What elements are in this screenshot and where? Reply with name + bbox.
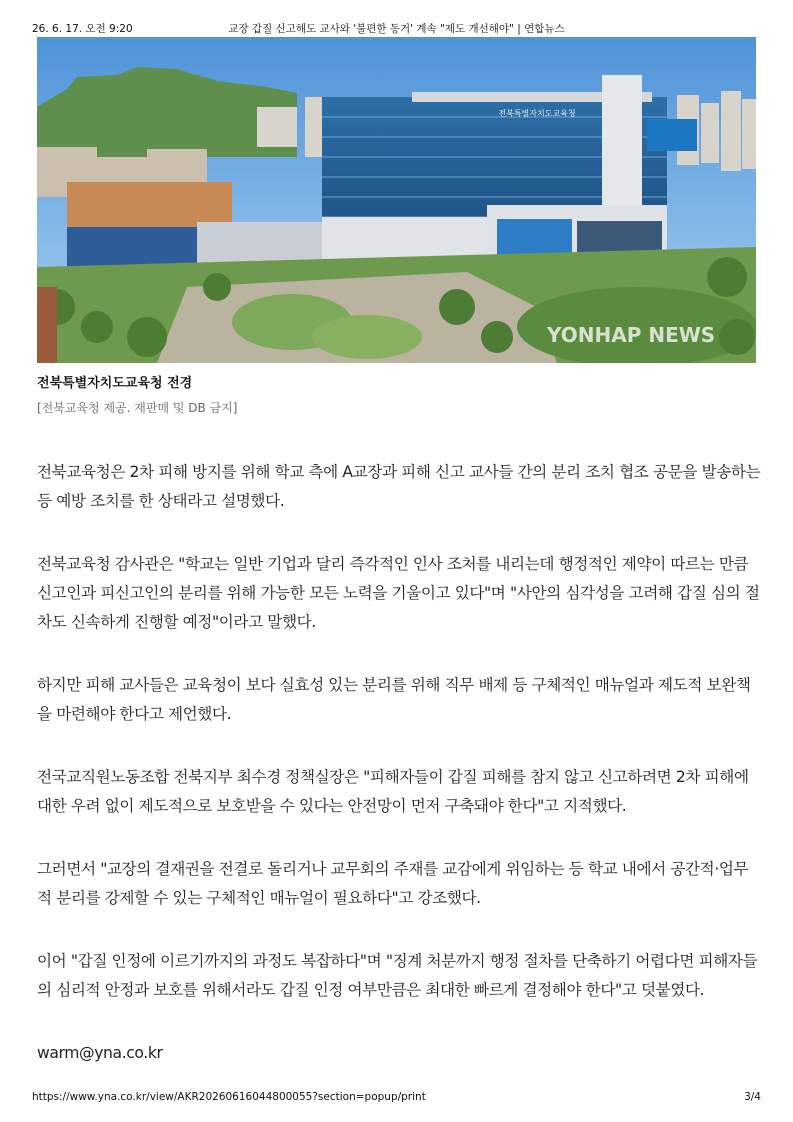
photo-caption-title: 전북특별자치도교육청 전경 [37, 376, 193, 391]
photo-caption-credit: [전북교육청 제공. 재판매 및 DB 금지] [37, 401, 238, 415]
building-sign: 전북특별자치도교육청 [498, 109, 576, 118]
article-paragraph: 이어 "갑질 인정에 이르기까지의 과정도 복잡하다"며 "징계 처분까지 행정 절차를 단축하기 어렵다면 피해자들의 심리적 안정과 보호를 위해서라도 갑질 인정 여부만큼은 최대한 빠르게 결정해야 한다"고 덧붙였다. [37, 952, 758, 999]
article-photo [37, 37, 756, 363]
print-datetime: 26. 6. 17. 오전 9:20 [32, 23, 133, 35]
yonhap-watermark: YONHAP NEWS [547, 323, 716, 347]
article-paragraph: 전북교육청은 2차 피해 방지를 위해 학교 측에 A교장과 피해 신고 교사들 간의 분리 조치 협조 공문을 발송하는 등 예방 조치를 한 상태라고 설명했다. [37, 463, 761, 510]
print-page-title: 교장 갑질 신고해도 교사와 '불편한 동거' 계속 "제도 개선해야" | 연합뉴스 [228, 23, 565, 35]
print-header [32, 21, 761, 35]
article-paragraph: 전북교육청 감사관은 "학교는 일반 기업과 달리 즉각적인 인사 조처를 내리는데 행정적인 제약이 따르는 만큼 신고인과 피신고인의 분리를 위해 가능한 모든 노력을 기울이고 있다"며 "사안의 심각성을 고려해 갑질 심의 절차도 신속하게 진행할 예정"이라고 말했다. [37, 555, 760, 631]
reporter-email: warm@yna.co.kr [37, 1044, 163, 1062]
article-body [37, 458, 761, 1068]
print-page-number: 3/4 [744, 1091, 761, 1103]
article-paragraph: 하지만 피해 교사들은 교육청이 보다 실효성 있는 분리를 위해 직무 배제 등 구체적인 매뉴얼과 제도적 보완책을 마련해야 한다고 제언했다. [37, 676, 751, 723]
article-paragraph: 그러면서 "교장의 결재권을 전결로 돌리거나 교무회의 주재를 교감에게 위임하는 등 학교 내에서 공간적·업무적 분리를 강제할 수 있는 구체적인 매뉴얼이 필요하다"고 강조했다. [37, 860, 749, 907]
print-url: https://www.yna.co.kr/view/AKR20260616044800055?section=popup/print [32, 1091, 426, 1103]
article-paragraph: 전국교직원노동조합 전북지부 최수경 정책실장은 "피해자들이 갑질 피해를 참지 않고 신고하려면 2차 피해에 대한 우려 없이 제도적으로 보호받을 수 있다는 안전망이 먼저 구축돼야 한다"고 지적했다. [37, 768, 749, 815]
